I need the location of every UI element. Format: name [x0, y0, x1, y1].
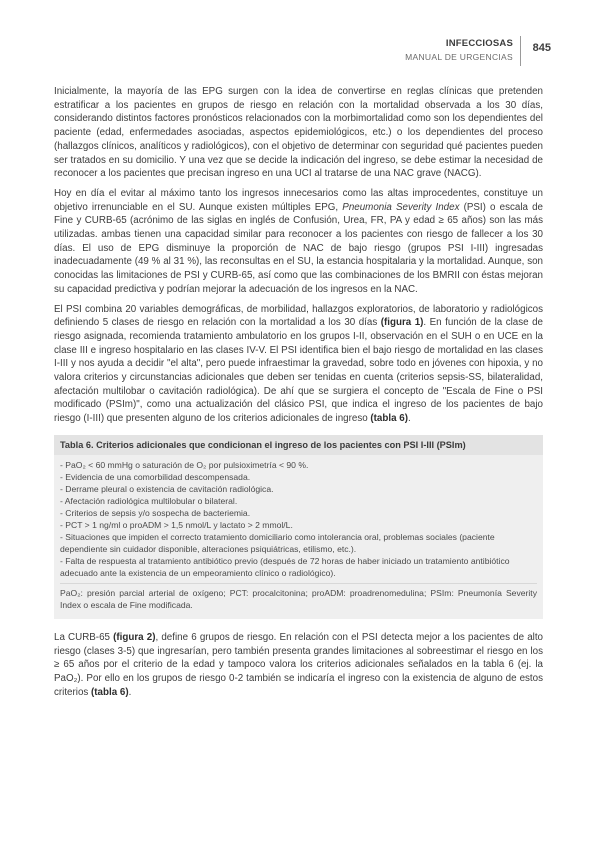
list-item: - Situaciones que impiden el correcto tratamiento domiciliario como intolerancia oral, problemas sociales (paciente dependiente sin cuidador disponible, alteraciones psiquiátricas, etilismo, etc.).: [60, 531, 495, 554]
table-6-ref: (tabla 6): [370, 413, 408, 425]
section-title: INFECCIOSAS: [445, 38, 513, 49]
table-6-ref: (tabla 6): [91, 686, 129, 698]
list-item: - PCT > 1 ng/ml o proADM > 1,5 nmol/L y lactato > 2 mmol/L.: [60, 519, 293, 530]
body-content: [54, 85, 543, 705]
paragraph-3: El PSI combina 20 variables demográficas, de morbilidad, hallazgos exploratorios, de laboratorio y radiológicos definiendo 5 clases de riesgo en relación con la mortalidad a los 30 días (figura 1). En función de la clase de riesgo asignada, recomienda tratamiento ambulatorio en los grupos I-II, observación en el SUH o en UCE en la clase III e ingreso hospitalario en las clases IV-V. El PSI identifica bien el bajo riesgo de mortalidad en las clases I-III y nos ayuda a decidir "el alta", pero puede infraestimar la gravedad, sobre todo en jóvenes con hipoxia, y no valora criterios y circunstancias adicionales que deben ser tenidas en cuenta (criterios sepsis-SS, bilateralidad, afectación multilobar o cavitación radiológica). De ahí que se surgiera el concepto de "Escala de Fine o PSI modificado (PSIm)", como una actualización del clásico PSI, que indica el ingreso de los pacientes de bajo riesgo (I-III) que presenten alguno de los criterios adicionales de ingreso (tabla 6).: [54, 303, 543, 425]
list-item: - Derrame pleural o existencia de cavitación radiológica.: [60, 483, 274, 494]
list-item: - Criterios de sepsis y/o sospecha de bacteriemia.: [60, 507, 251, 518]
list-item: - Falta de respuesta al tratamiento antibiótico previo (después de 72 horas de haber iniciado un tratamiento antibiótico adecuado ante la existencia de un empeoramiento clínico o radiológico).: [60, 555, 510, 578]
page-number: 845: [532, 42, 551, 54]
book-title: MANUAL DE URGENCIAS: [405, 52, 513, 62]
figure-2-ref: (figura 2): [113, 631, 156, 643]
table-title: Tabla 6. Criterios adicionales que condicionan el ingreso de los pacientes con PSI I-III (PSIm): [54, 435, 543, 455]
list-item: - Afectación radiológica multilobular o bilateral.: [60, 495, 238, 506]
paragraph-4: La CURB-65 (figura 2), define 6 grupos de riesgo. En relación con el PSI detecta mejor a los pacientes de alto riesgo (clases 3-5) que ingresarían, pero también presenta grandes limitaciones al sobreestimar el riesgo en los ≥ 65 años por el criterio de la edad y tampoco valora los criterios adicionales señalados en la tabla 6 (ej. la PaO₂). Por ello en los grupos de riesgo 0-2 también se indicaría el ingreso con la existencia de alguno de estos criterios (tabla 6).: [54, 631, 543, 698]
list-item: - PaO₂ < 60 mmHg o saturación de O₂ por pulsioximetría < 90 %.: [60, 459, 309, 470]
paragraph-1: Inicialmente, la mayoría de las EPG surgen con la idea de convertirse en reglas clínicas que pretenden estratificar a los pacientes en grupos de riesgo en relación con la mortalidad observada a los 30 días, considerando distintos factores pronósticos relacionados con la morbimortalidad como son los dependientes del paciente (edad, enfermedades asociadas, aspectos epidemiológicos, etc.) o los dependientes del proceso (hallazgos clínicos, analíticos y radiológicos), con el objetivo de determinar con seguridad qué pacientes pueden ser tratados en su domicilio. Y una vez que se decide la indicación del ingreso, se debe estimar la necesidad de reconocer a los pacientes que precisan ingreso en una UCI al tratarse de una NAC grave (NACG).: [54, 86, 543, 180]
list-item: - Evidencia de una comorbilidad descompensada.: [60, 471, 251, 482]
table-6: [54, 435, 543, 619]
figure-1-ref: (figura 1): [380, 317, 424, 329]
header-divider: [520, 36, 521, 66]
criteria-list: [54, 455, 543, 583]
page-header: [279, 34, 579, 70]
paragraph-2: Hoy en día el evitar al máximo tanto los ingresos innecesarios como las altas improcedentes, constituye un objetivo irrenunciable en el SU. Aunque existen múltiples EPG, Pneumonia Severity Index (PSI) o escala de Fine y CURB-65 (acrónimo de las siglas en inglés de Confusión, Urea, FR, PA y edad ≥ 65 años) son las más utilizadas. ambas tienen una capacidad similar para reconocer a los pacientes con riesgo de fallecer a los 30 días. El uso de EPG disminuye la proporción de NAC de bajo riesgo (grupos PSI I-III) ingresadas inadecuadamente (49 % al 31 %), las reconsultas en el SU, la estancia hospitalaria y la mortalidad. Aunque, son conocidas las limitaciones de PSI y CURB-65, así como que las combinaciones de los BMRII con éstas mejoran su capacidad predictiva y podrían mejorar la adecuación de los ingresos en la NAC.: [54, 187, 543, 295]
table-footnote: PaO₂: presión parcial arterial de oxígeno; PCT: procalcitonina; proADM: proadrenomedulina; PSIm: Pneumonía Severity Index o escala de Fine modificada.: [60, 587, 537, 610]
